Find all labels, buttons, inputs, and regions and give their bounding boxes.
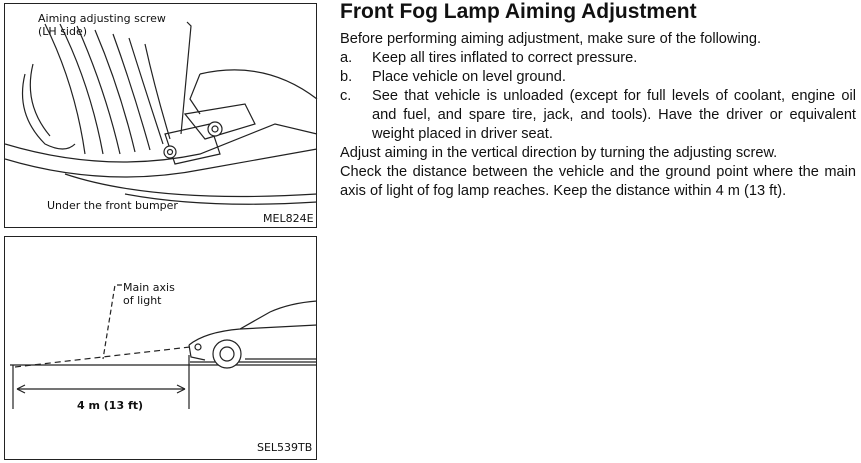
section-content (340, 30, 856, 201)
list-item-text: Place vehicle on level ground. (372, 69, 566, 85)
list-item (340, 87, 856, 144)
figure-light-axis (4, 236, 317, 460)
figure-code: MEL824E (263, 212, 314, 225)
callout-aiming-screw: Aiming adjusting screw (LH side) (38, 12, 166, 38)
distance-paragraph: Check the distance between the vehicle and the ground point where the main axis of light of fog lamp reaches. Keep the distance within 4 m (13 ft). (340, 164, 856, 199)
intro-text: Before performing aiming adjustment, make sure of the following. (340, 31, 761, 47)
figure-aiming-screw (4, 3, 317, 228)
list-marker: a. (340, 50, 353, 66)
adjust-paragraph: Adjust aiming in the vertical direction by turning the adjusting screw. (340, 145, 778, 161)
list-marker: b. (340, 69, 353, 85)
list-item-text: See that vehicle is unloaded (except for full levels of coolant, engine oil and fuel, and spare tire, jack, and tools). Have the driver or equivalent weight placed in driver seat. (372, 88, 856, 142)
figure-caption: Under the front bumper (47, 199, 178, 212)
vehicle-distance-illustration (5, 237, 318, 461)
list-marker: c. (340, 88, 352, 104)
step-list (340, 49, 856, 144)
list-item-text: Keep all tires inflated to correct pressure. (372, 50, 638, 66)
figure-code: SEL539TB (257, 441, 313, 454)
list-item (340, 49, 856, 68)
distance-label: 4 m (13 ft) (77, 399, 144, 412)
section-title: Front Fog Lamp Aiming Adjustment (340, 0, 697, 23)
list-item (340, 68, 856, 87)
callout-main-axis: Main axis of light (123, 281, 175, 307)
